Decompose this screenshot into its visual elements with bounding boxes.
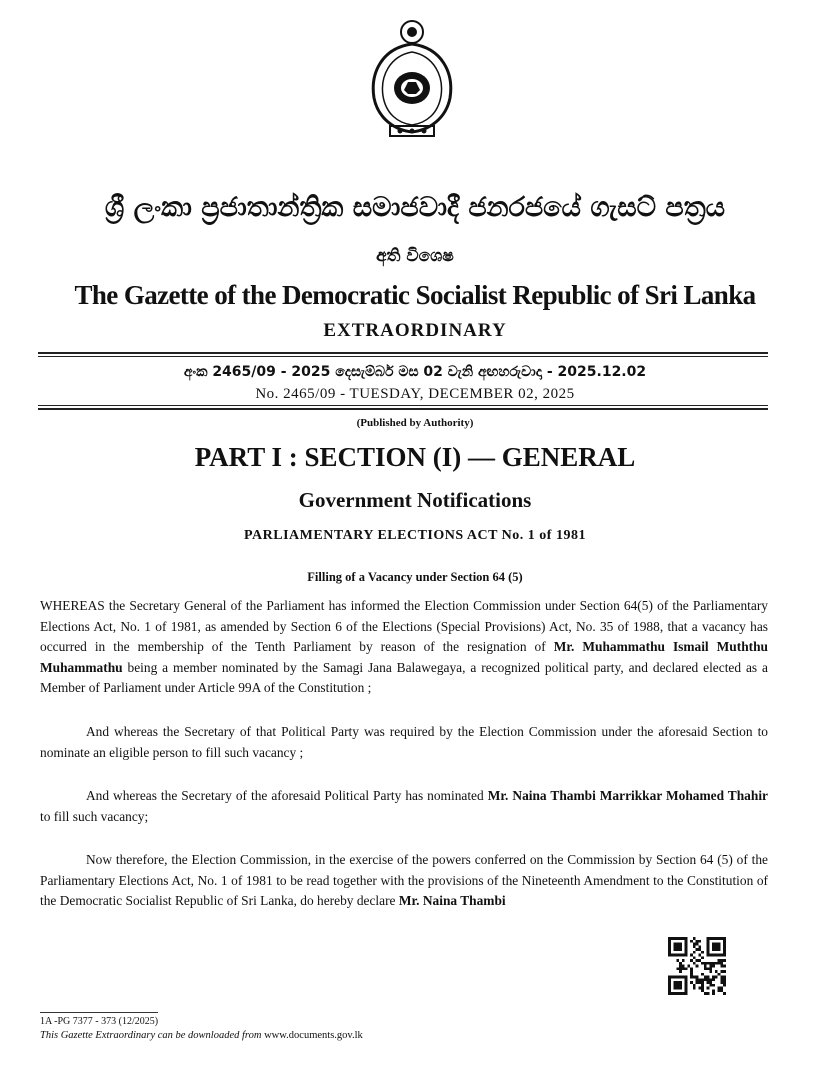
paragraph-3 xyxy=(40,786,768,827)
qr-module xyxy=(696,940,699,943)
qr-module xyxy=(723,992,726,995)
qr-module xyxy=(704,967,707,970)
qr-module xyxy=(690,976,693,979)
qr-module xyxy=(709,962,712,965)
qr-module xyxy=(690,970,693,973)
qr-module xyxy=(701,962,704,965)
qr-module xyxy=(698,978,701,981)
qr-module xyxy=(693,956,696,959)
download-link[interactable]: www.documents.gov.lk xyxy=(261,1030,363,1041)
qr-module xyxy=(720,987,723,990)
paragraph-1 xyxy=(40,596,768,699)
qr-module xyxy=(676,959,679,962)
qr-module xyxy=(693,976,696,979)
sri-lanka-emblem xyxy=(360,18,464,142)
qr-module xyxy=(690,954,693,957)
qr-module xyxy=(707,981,710,984)
qr-module xyxy=(720,976,723,979)
qr-module xyxy=(679,970,682,973)
english-date-line: No. 2465/09 - TUESDAY, DECEMBER 02, 2025 xyxy=(255,386,575,402)
qr-module xyxy=(709,978,712,981)
qr-module xyxy=(701,981,704,984)
download-text: This Gazette Extraordinary can be downloaded from xyxy=(40,1030,262,1041)
sinhala-gazette-title: ශ්‍රී ලංකා ප්‍රජාතාන්ත්‍රික සමාජවාදී ජනරජයේ ගැසට් පත්‍රය xyxy=(104,192,726,223)
english-gazette-title: The Gazette of the Democratic Socialist Republic of Sri Lanka xyxy=(74,280,756,310)
qr-module xyxy=(690,981,693,984)
qr-module xyxy=(720,978,723,981)
qr-module xyxy=(712,943,720,951)
qr-module xyxy=(709,967,712,970)
qr-module xyxy=(704,962,707,965)
notice-heading: Filling of a Vacancy under Section 64 (5) xyxy=(307,570,523,584)
qr-module xyxy=(715,970,718,973)
qr-module xyxy=(701,987,704,990)
qr-module xyxy=(701,973,704,976)
qr-module xyxy=(690,967,693,970)
resigned-member-name: Mr. Muhammathu Ismail Muththu Muhammathu xyxy=(40,639,768,675)
divider xyxy=(38,352,768,354)
qr-module xyxy=(685,967,688,970)
qr-module xyxy=(712,976,715,979)
qr-module xyxy=(698,954,701,957)
qr-module xyxy=(698,945,701,948)
qr-module xyxy=(709,984,712,987)
qr-module xyxy=(718,987,721,990)
act-heading: PARLIAMENTARY ELECTIONS ACT No. 1 of 1981 xyxy=(244,528,586,543)
sinhala-extraordinary-label: අති විශෙෂ xyxy=(376,246,454,266)
qr-module xyxy=(720,970,723,973)
qr-module xyxy=(687,965,690,968)
qr-module xyxy=(690,973,693,976)
sinhala-date-line: අංක 2465/09 - 2025 දෙසැම්බර් මස 02 වැනි අඟහරුවාදා - 2025.12.02 xyxy=(183,364,647,380)
declared-member-name: Mr. Naina Thambi xyxy=(398,893,506,908)
nominee-name: Mr. Naina Thambi Marrikkar Mohamed Thahir xyxy=(487,788,768,803)
qr-module xyxy=(690,959,693,962)
paragraph-4 xyxy=(40,850,768,912)
qr-module xyxy=(698,940,701,943)
qr-module xyxy=(707,978,710,981)
qr-module xyxy=(723,978,726,981)
qr-module xyxy=(679,967,682,970)
qr-module xyxy=(709,965,712,968)
qr-module xyxy=(698,959,701,962)
qr-module xyxy=(707,976,710,979)
qr-module xyxy=(682,965,685,968)
qr-module xyxy=(698,987,701,990)
qr-module xyxy=(707,967,710,970)
qr-module xyxy=(718,962,721,965)
qr-module xyxy=(720,959,723,962)
qr-module xyxy=(679,965,682,968)
qr-module xyxy=(693,962,696,965)
qr-code xyxy=(668,937,726,995)
qr-module xyxy=(701,951,704,954)
part-heading: PART I : SECTION (I) — GENERAL xyxy=(194,442,636,472)
qr-module xyxy=(696,943,699,946)
qr-module xyxy=(701,978,704,981)
qr-module xyxy=(693,987,696,990)
qr-module xyxy=(707,992,710,995)
divider xyxy=(38,405,768,406)
paragraph-2: And whereas the Secretary of that Political Party was required by the Election Commission under the aforesaid Section to nominate an eligible person to fill such vacancy ; xyxy=(40,724,768,760)
qr-module xyxy=(709,981,712,984)
qr-module xyxy=(696,981,699,984)
published-by-authority: (Published by Authority) xyxy=(356,417,474,429)
qr-module xyxy=(712,984,715,987)
qr-module xyxy=(696,976,699,979)
qr-module xyxy=(704,965,707,968)
qr-module xyxy=(718,989,721,992)
gazette-code: 1A -PG 7377 - 373 (12/2025) xyxy=(40,1016,159,1027)
qr-module xyxy=(715,962,718,965)
footer-divider xyxy=(40,1012,158,1013)
qr-module xyxy=(704,976,707,979)
qr-module xyxy=(707,987,710,990)
divider xyxy=(38,356,768,357)
text: being a member nominated by the Samagi Jana Balawegaya, a recognized political party, and declared elected as a Member of Parliament under Article 99A of the Constitution ; xyxy=(40,659,768,695)
qr-module xyxy=(693,951,696,954)
qr-module xyxy=(701,956,704,959)
qr-module xyxy=(698,981,701,984)
qr-module xyxy=(723,976,726,979)
qr-module xyxy=(720,981,723,984)
qr-module xyxy=(712,978,715,981)
qr-module xyxy=(720,989,723,992)
qr-module xyxy=(718,959,721,962)
qr-module xyxy=(674,943,682,951)
qr-module xyxy=(723,981,726,984)
qr-module xyxy=(682,959,685,962)
qr-module xyxy=(693,945,696,948)
qr-module xyxy=(720,962,723,965)
qr-module xyxy=(676,967,679,970)
qr-module xyxy=(704,978,707,981)
qr-module xyxy=(701,984,704,987)
qr-module xyxy=(723,970,726,973)
text: WHEREAS the Secretary General of the Parliament has informed the Election Commission under Section 64(5) of the Parliamentary Elections Act, No. 1 of 1981, as amended by Section 6 of the Elections (Special Provisions) Act, No. 35 of 1988, that a vacancy has occurred in the membership of the Tenth Parliament by reason of the resignation of xyxy=(40,598,768,654)
qr-module xyxy=(698,948,701,951)
qr-module xyxy=(712,965,715,968)
qr-module xyxy=(696,948,699,951)
qr-module xyxy=(674,981,682,989)
qr-module xyxy=(679,962,682,965)
qr-module xyxy=(720,965,723,968)
qr-module xyxy=(696,965,699,968)
government-notifications-heading: Government Notifications xyxy=(298,488,532,512)
qr-module xyxy=(718,973,721,976)
qr-module xyxy=(682,967,685,970)
extraordinary-label: EXTRAORDINARY xyxy=(323,320,507,341)
qr-module xyxy=(712,992,715,995)
qr-module xyxy=(693,937,696,940)
qr-module xyxy=(723,959,726,962)
qr-module xyxy=(693,984,696,987)
qr-module xyxy=(704,992,707,995)
text: to fill such vacancy; xyxy=(40,808,149,824)
qr-module xyxy=(712,962,715,965)
qr-module xyxy=(696,978,699,981)
divider xyxy=(38,408,768,410)
qr-module xyxy=(723,965,726,968)
qr-module xyxy=(715,976,718,979)
text: And whereas the Secretary of the aforesaid Political Party has nominated xyxy=(86,788,488,803)
qr-module xyxy=(723,984,726,987)
qr-module xyxy=(707,962,710,965)
qr-module xyxy=(696,959,699,962)
qr-module xyxy=(690,940,693,943)
text: Now therefore, the Election Commission, in the exercise of the powers conferred on the Commission by Section 64 (5) of the Parliamentary Elections Act, No. 1 of 1981 to be read together with the provisions of the Nineteenth Amendment to the Constitution of the Democratic Socialist Republic of Sri Lanka, do hereby declare xyxy=(40,852,768,908)
qr-module xyxy=(712,989,715,992)
qr-module xyxy=(701,989,704,992)
download-note xyxy=(40,1030,740,1041)
qr-module xyxy=(693,943,696,946)
qr-module xyxy=(709,970,712,973)
